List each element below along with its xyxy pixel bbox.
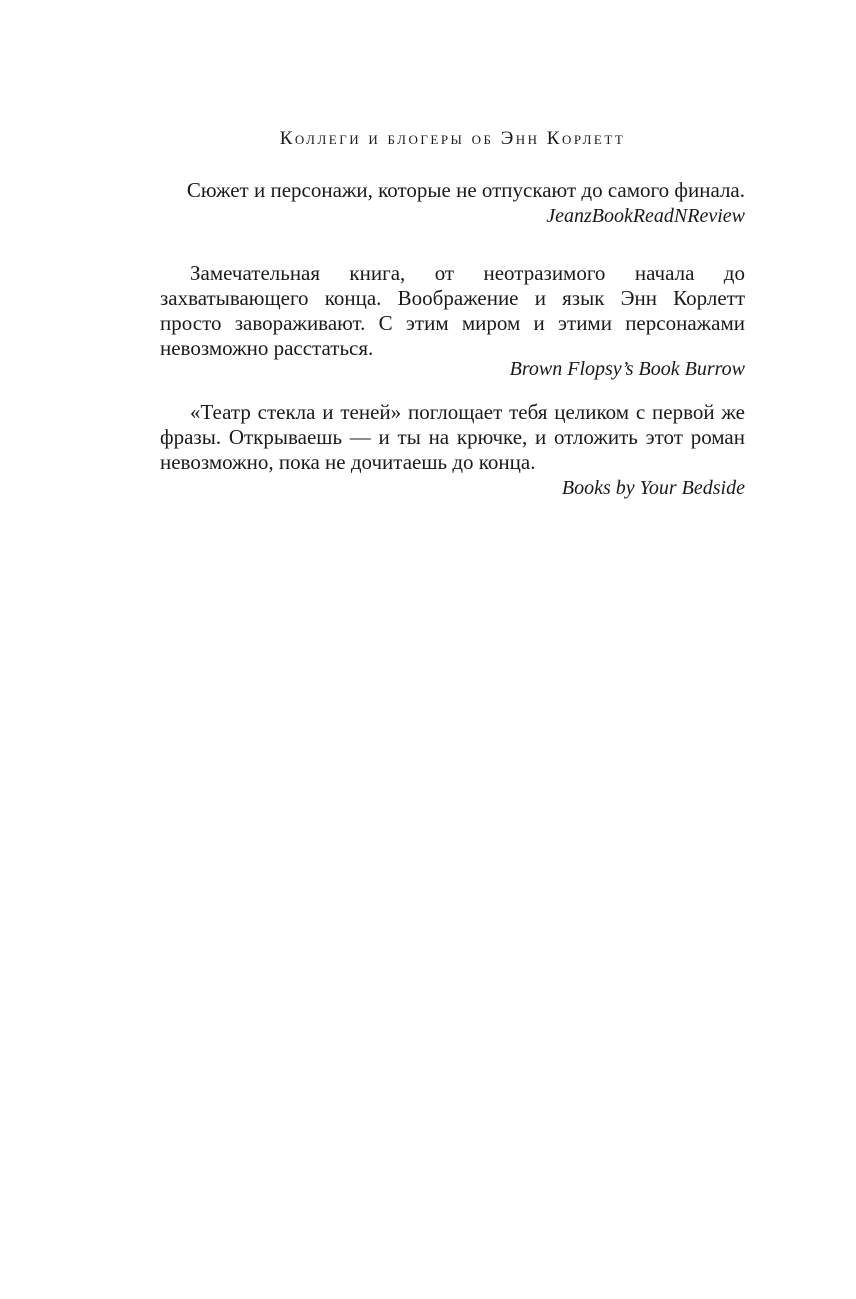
review-text: «Театр стекла и теней» поглощает тебя целиком с первой же фразы. Открываешь — и ты на крючке, и отложить этот роман невозможно, пока не дочитаешь до конца. [160, 400, 745, 474]
review-quote [160, 261, 745, 382]
review-source: Books by Your Bedside [561, 477, 745, 499]
page-heading: Коллеги и блогеры об Энн Корлетт [279, 128, 626, 149]
review-source: JeanzBookReadNReview [546, 205, 745, 227]
review-quote [160, 178, 745, 229]
review-text: Сюжет и персонажи, которые не отпускают до самого финала. [186, 178, 745, 202]
review-text: Замечательная книга, от неотразимого начала до захватывающего конца. Воображение и язык Энн Корлетт просто завораживают. С этим миром и этими персонажами невозможно расстаться. [160, 261, 745, 360]
review-source: Brown Flopsy’s Book Burrow [509, 358, 745, 380]
review-quote [160, 400, 745, 501]
